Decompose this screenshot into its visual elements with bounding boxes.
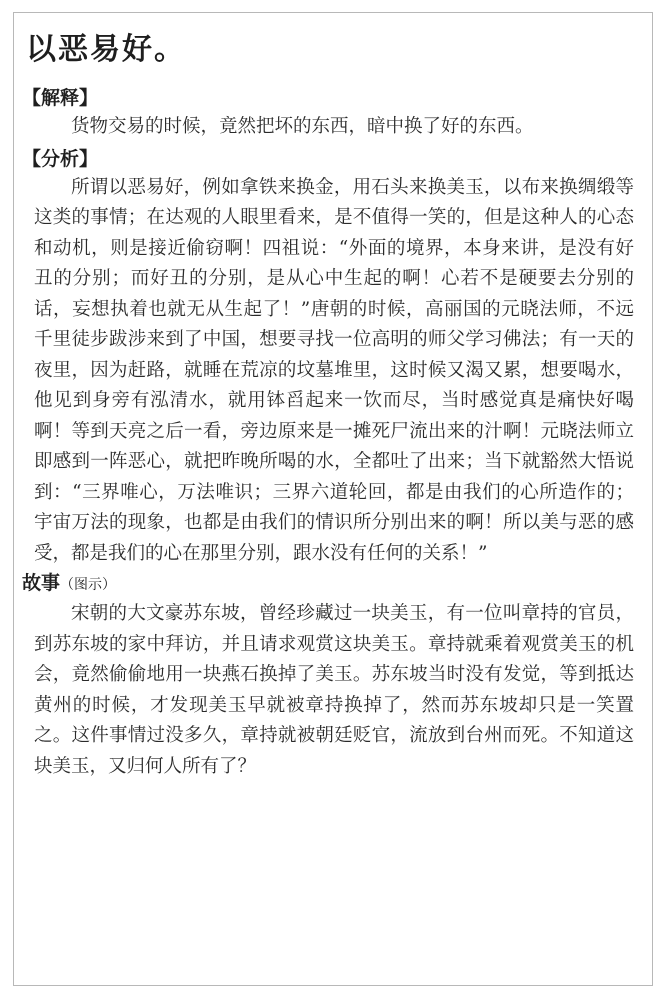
explain-paragraph: 货物交易的时候，竟然把坏的东西，暗中换了好的东西。 bbox=[71, 116, 534, 137]
story-paragraph: 宋朝的大文豪苏东坡，曾经珍藏过一块美玉，有一位叫章持的官员，到苏东坡的家中拜访，并且请求观赏这块美玉。章持就乘着观赏美玉的机会，竟然偷偷地用一块燕石换掉了美玉。苏东坡当时没有发觉，等到抵达黄州的时候，才发现美玉早就被章持换掉了，然而苏东坡却只是一笑置之。这件事情过没多久，章持就被朝廷贬官，流放到台州而死。不知道这块美玉，又归何人所有了？ bbox=[34, 603, 634, 777]
analysis-heading: 【分析】 bbox=[22, 147, 99, 170]
page-content bbox=[22, 28, 642, 782]
story-subheading: （图示） bbox=[60, 577, 117, 593]
page-title: 以恶易好。 bbox=[26, 32, 186, 67]
analysis-paragraph: 所谓以恶易好，例如拿铁来换金，用石头来换美玉，以布来换绸缎等这类的事情；在达观的人眼里看来，是不值得一笑的，但是这种人的心态和动机，则是接近偷窃啊！四祖说：“外面的境界，本身来讲，是没有好丑的分别；而好丑的分别，是从心中生起的啊！心若不是硬要去分别的话，妄想执着也就无从生起了！”唐朝的时候，高丽国的元晓法师，不远千里徒步跋涉来到了中国，想要寻找一位高明的师父学习佛法；有一天的夜里，因为赶路，就睡在荒凉的坟墓堆里，这时候又渴又累，想要喝水，他见到身旁有泓清水，就用钵舀起来一饮而尽，当时感觉真是痛快好喝啊！等到天亮之后一看，旁边原来是一摊死尸流出来的汁啊！元晓法师立即感到一阵恶心，就把昨晚所喝的水，全都吐了出来；当下就豁然大悟说到：“三界唯心，万法唯识；三界六道轮回，都是由我们的心所造作的；宇宙万法的现象，也都是由我们的情识所分别出来的啊！所以美与恶的感受，都是我们的心在那里分别，跟水没有任何的关系！” bbox=[34, 176, 634, 564]
explain-heading: 【解释】 bbox=[22, 87, 99, 109]
story-heading: 故事 bbox=[22, 572, 61, 594]
story-heading-row bbox=[22, 569, 642, 599]
